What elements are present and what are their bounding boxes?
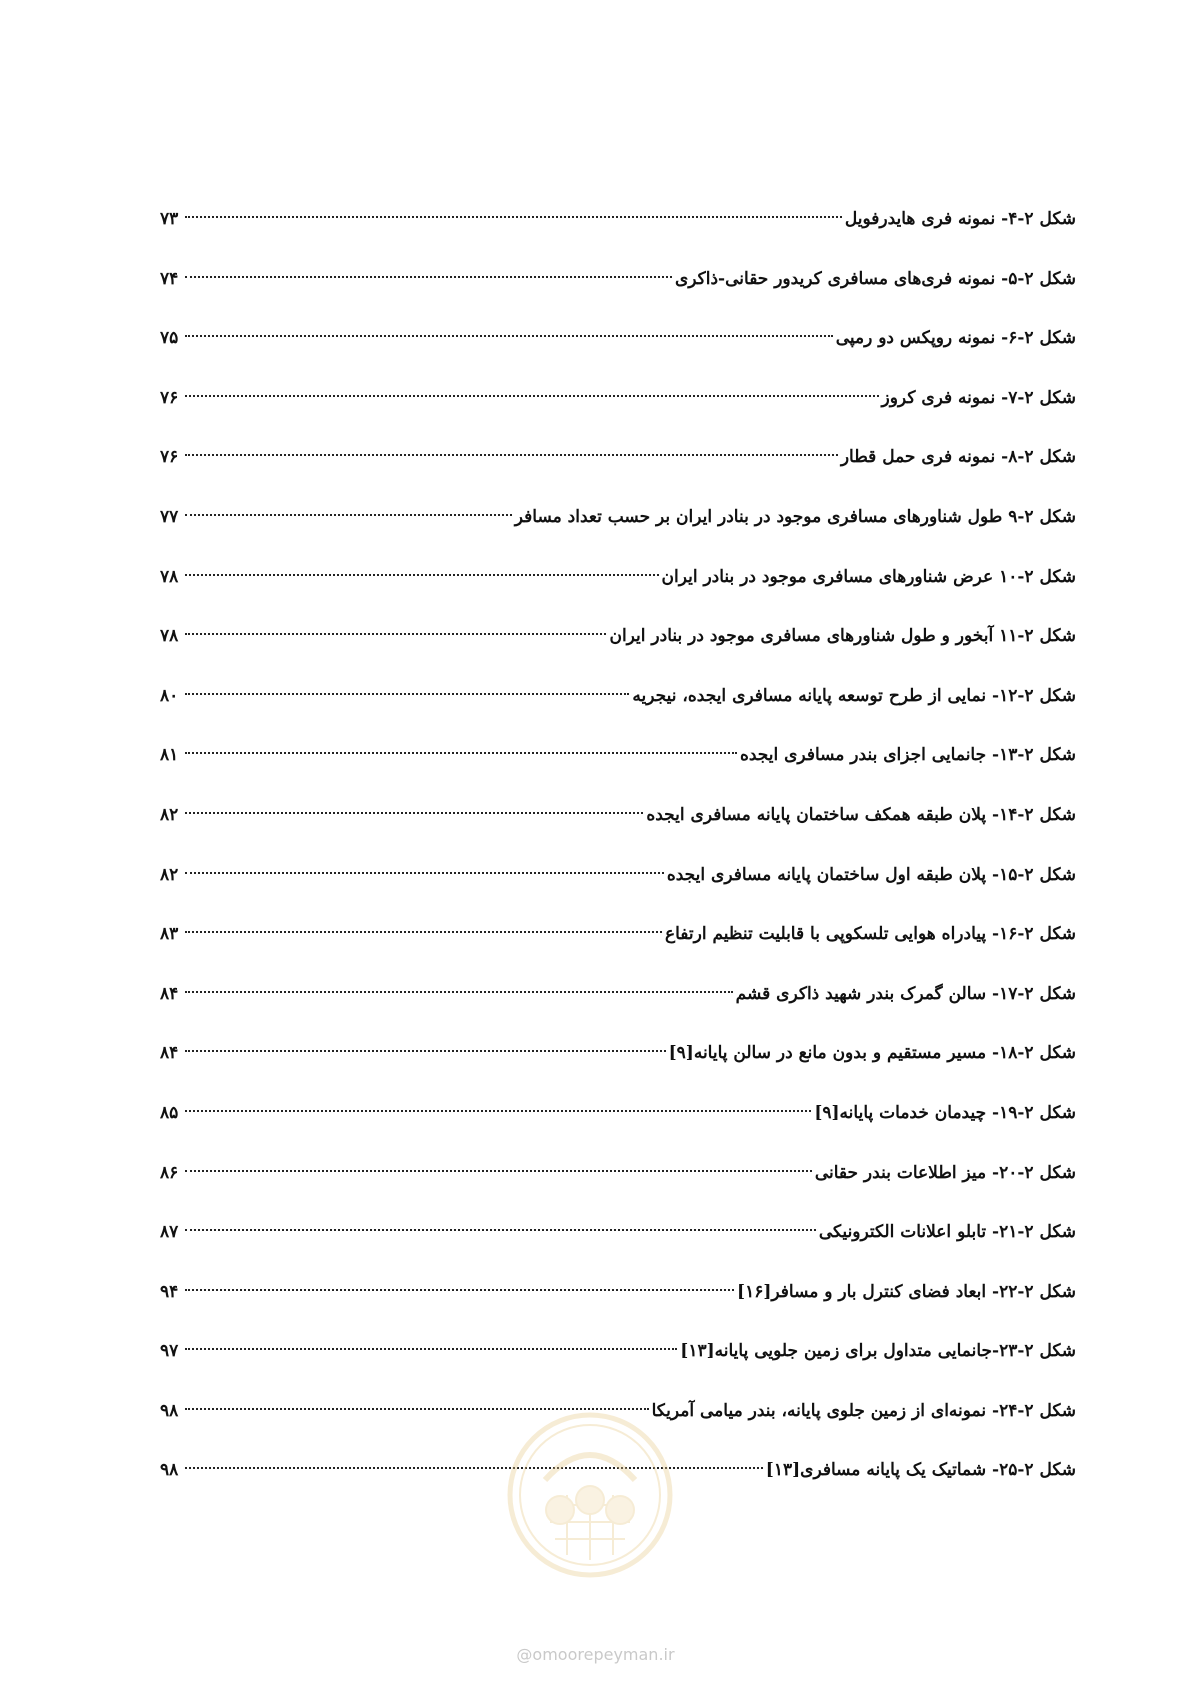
toc-entry-title: شکل ۲-۲۱- تابلو اعلانات الکترونیکی <box>818 1222 1076 1243</box>
toc-entry[interactable] <box>160 920 1076 980</box>
toc-entry[interactable] <box>160 265 1076 325</box>
dot-leader <box>185 693 629 695</box>
toc-entry[interactable] <box>160 1278 1076 1338</box>
dot-leader <box>185 514 512 516</box>
toc-entry-page: ۷۸ <box>160 566 179 587</box>
watermark-seal-icon <box>505 1410 675 1580</box>
dot-leader <box>185 1170 812 1172</box>
toc-entry[interactable] <box>160 1159 1076 1219</box>
dot-leader <box>185 216 842 218</box>
toc-entry-title: شکل ۲-۲۵- شماتیک یک پایانه مسافری[۱۳] <box>765 1460 1076 1481</box>
toc-entry-title: شکل ۲-۱۸- مسیر مستقیم و بدون مانع در سالن پایانه[۹] <box>668 1043 1076 1064</box>
toc-entry-page: ۸۰ <box>160 685 179 706</box>
dot-leader <box>185 1110 811 1112</box>
dot-leader <box>185 276 672 278</box>
toc-entry[interactable] <box>160 1337 1076 1397</box>
dot-leader <box>185 1289 734 1291</box>
toc-entry-page: ۹۴ <box>160 1281 179 1302</box>
toc-entry-page: ۷۴ <box>160 268 179 289</box>
toc-entry-title: شکل ۲-۲۰- میز اطلاعات بندر حقانی <box>814 1162 1076 1183</box>
toc-entry-page: ۷۶ <box>160 447 179 468</box>
toc-entry-page: ۸۱ <box>160 745 179 766</box>
dot-leader <box>185 752 737 754</box>
toc-entry-page: ۷۷ <box>160 506 179 527</box>
toc-entry-title: شکل ۲-۱۲- نمایی از طرح توسعه پایانه مسافری ایجده، نیجریه <box>632 685 1076 706</box>
toc-entry-page: ۹۸ <box>160 1400 179 1421</box>
dot-leader <box>185 454 838 456</box>
toc-entry-title: شکل ۲-۸- نمونه فری حمل قطار <box>840 447 1076 468</box>
toc-entry-page: ۷۸ <box>160 626 179 647</box>
toc-entry[interactable] <box>160 801 1076 861</box>
dot-leader <box>185 1467 763 1469</box>
dot-leader <box>185 931 662 933</box>
toc-entry[interactable] <box>160 1039 1076 1099</box>
toc-entry[interactable] <box>160 861 1076 921</box>
toc-entry-title: شکل ۲-۱۷- سالن گمرک بندر شهید ذاکری قشم <box>735 983 1076 1004</box>
dot-leader <box>185 991 733 993</box>
toc-entry[interactable] <box>160 741 1076 801</box>
toc-entry[interactable] <box>160 443 1076 503</box>
toc-entry-page: ۸۲ <box>160 864 179 885</box>
dot-leader <box>185 1348 677 1350</box>
toc-entry[interactable] <box>160 324 1076 384</box>
toc-entry-title: شکل ۲-۱۵- پلان طبقه اول ساختمان پایانه مسافری ایجده <box>666 864 1076 885</box>
toc-entry-title: شکل ۲-۹ طول شناورهای مسافری موجود در بنادر ایران بر حسب تعداد مسافر <box>514 506 1076 527</box>
toc-entry-title: شکل ۲-۱۹- چیدمان خدمات پایانه[۹] <box>814 1102 1076 1123</box>
toc-entry-page: ۸۲ <box>160 804 179 825</box>
toc-entry-page: ۷۵ <box>160 328 179 349</box>
toc-entry-page: ۸۷ <box>160 1222 179 1243</box>
toc-entry-title: شکل ۲-۱۳- جانمایی اجزای بندر مسافری ایجده <box>739 745 1076 766</box>
toc-entry-title: شکل ۲-۷- نمونه فری کروز <box>881 387 1076 408</box>
toc-entry-page: ۸۵ <box>160 1102 179 1123</box>
toc-entry-page: ۹۷ <box>160 1341 179 1362</box>
dot-leader <box>185 1229 816 1231</box>
toc-entry-title: شکل ۲-۵- نمونه فری‌های مسافری کریدور حقانی-ذاکری <box>674 268 1076 289</box>
dot-leader <box>185 395 879 397</box>
dot-leader <box>185 872 664 874</box>
toc-entry[interactable] <box>160 622 1076 682</box>
dot-leader <box>185 812 643 814</box>
toc-entry-page: ۸۴ <box>160 983 179 1004</box>
toc-entry-page: ۸۳ <box>160 924 179 945</box>
toc-entry-page: ۷۶ <box>160 387 179 408</box>
toc-entry[interactable] <box>160 980 1076 1040</box>
table-of-figures <box>160 205 1076 1516</box>
toc-entry-page: ۷۳ <box>160 209 179 229</box>
dot-leader <box>185 335 833 337</box>
toc-entry-title: شکل ۲-۶- نمونه روپکس دو رمپی <box>835 328 1076 349</box>
toc-entry[interactable] <box>160 205 1076 265</box>
dot-leader <box>185 633 606 635</box>
toc-entry[interactable] <box>160 1218 1076 1278</box>
toc-entry-page: ۸۶ <box>160 1162 179 1183</box>
toc-entry[interactable] <box>160 384 1076 444</box>
toc-entry[interactable] <box>160 1099 1076 1159</box>
toc-entry-title: شکل ۲-۱۶- پیادراه هوایی تلسکوپی با قابلیت تنظیم ارتفاع <box>664 924 1076 945</box>
toc-entry-title: شکل ۲-۲۴- نمونه‌ای از زمین جلوی پایانه، بندر میامی آمریکا <box>651 1400 1076 1421</box>
toc-entry-page: ۸۴ <box>160 1043 179 1064</box>
dot-leader <box>185 574 659 576</box>
watermark-url: @omoorepeyman.ir <box>516 1645 675 1664</box>
toc-entry-title: شکل ۲-۱۴- پلان طبقه همکف ساختمان پایانه مسافری ایجده <box>646 804 1076 825</box>
toc-entry-title: شکل ۲-۲۲- ابعاد فضای کنترل بار و مسافر[۱۶] <box>737 1281 1076 1302</box>
toc-entry[interactable] <box>160 682 1076 742</box>
toc-entry[interactable] <box>160 503 1076 563</box>
toc-entry-title: شکل ۲-۴- نمونه فری هایدرفویل <box>844 209 1076 229</box>
toc-entry-title: شکل ۲-۱۱ آبخور و طول شناورهای مسافری موجود در بنادر ایران <box>609 626 1076 647</box>
toc-entry-title: شکل ۲-۱۰ عرض شناورهای مسافری موجود در بنادر ایران <box>661 566 1076 587</box>
dot-leader <box>185 1050 666 1052</box>
toc-entry-title: شکل ۲-۲۳-جانمایی متداول برای زمین جلویی پایانه[۱۳] <box>680 1341 1076 1362</box>
toc-entry-page: ۹۸ <box>160 1460 179 1481</box>
toc-entry[interactable] <box>160 563 1076 623</box>
